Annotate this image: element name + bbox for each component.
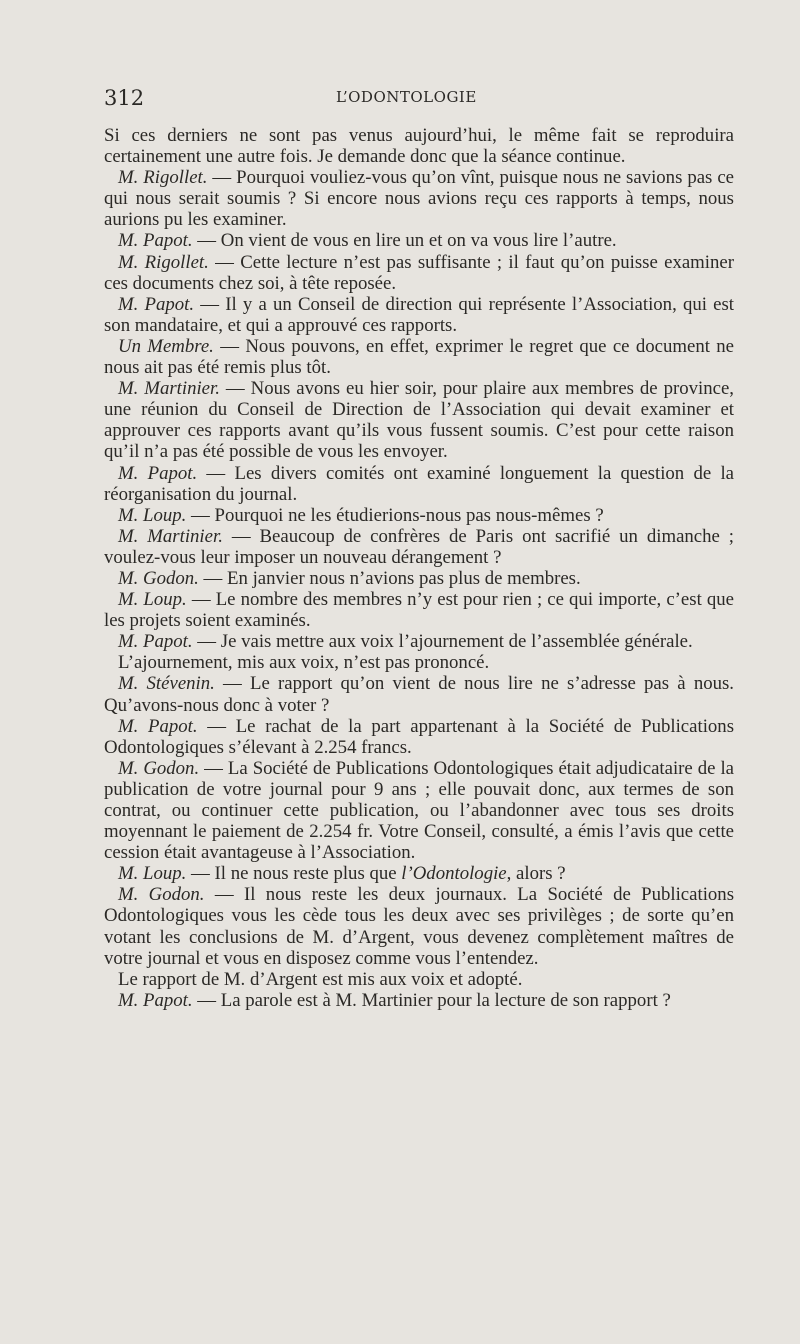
paragraph: [104, 631, 734, 652]
page: [104, 86, 734, 1011]
speaker-name: M. Stévenin.: [118, 673, 215, 695]
paragraph: [104, 167, 734, 230]
paragraph-text: — En janvier nous n’avions pas plus de membres.: [198, 567, 581, 589]
paragraph-text: — Il y a un Conseil de direction qui représente l’Association, qui est son mandataire, et qui a approuvé ces rapports.: [104, 293, 735, 336]
paragraph: [104, 884, 734, 968]
speaker-name: M. Godon.: [118, 884, 205, 906]
paragraph-text: — La parole est à M. Martinier pour la lecture de son rapport ?: [192, 989, 671, 1011]
paragraph: [104, 125, 734, 167]
speaker-name: M. Martinier.: [118, 378, 220, 400]
speaker-name: M. Papot.: [118, 293, 195, 315]
paragraph: [104, 568, 734, 589]
paragraph-text: — Il nous reste les deux journaux. La Société de Publications Odontologiques vous les cède tous les deux avec ses privilèges ; de sorte qu’en votant les conclusions de M. d’Argent, vous devenez complètement maîtres de votre journal et vous en disposez comme vous l’entendez.: [104, 884, 735, 969]
speaker-name: M. Papot.: [118, 631, 193, 653]
journal-reference: l’Odontologie: [401, 863, 507, 885]
speaker-name: M. Rigollet.: [118, 167, 208, 189]
paragraph-text: — Nous pouvons, en effet, exprimer le regret que ce document ne nous ait pas été remis plus tôt.: [104, 335, 734, 379]
speaker-name: M. Godon.: [118, 567, 199, 589]
paragraph-text: — On vient de vous en lire un et on va vous lire l’autre.: [192, 230, 617, 252]
paragraph: [104, 990, 734, 1011]
paragraph: [104, 863, 734, 884]
speaker-name: Un Membre.: [118, 335, 214, 357]
paragraph-text: — Pourquoi vouliez-vous qu’on vînt, puisque nous ne savions pas ce qui nous serait soumis ? Si encore nous avions reçu ces rapports à temps, nous aurions pu les examiner.: [104, 167, 734, 231]
speaker-name: M. Papot.: [118, 715, 198, 737]
page-number: 312: [104, 86, 145, 110]
paragraph-text: L’ajournement, mis aux voix, n’est pas prononcé.: [118, 652, 490, 674]
paragraph: [104, 378, 734, 462]
paragraph-text: — Je vais mettre aux voix l’ajournement de l’assemblée générale.: [192, 631, 693, 653]
paragraph: [104, 526, 734, 568]
speaker-name: M. Loup.: [118, 863, 187, 885]
paragraph: [104, 230, 734, 251]
paragraph-text: — Le rapport qu’on vient de nous lire ne s’adresse pas à nous. Qu’avons-nous donc à voter ?: [104, 673, 734, 716]
speaker-name: M. Papot.: [118, 989, 193, 1011]
body-text: [104, 125, 734, 1011]
paragraph: [104, 294, 734, 336]
paragraph-text: Le rapport de M. d’Argent est mis aux voix et adopté.: [118, 968, 523, 990]
speaker-name: M. Rigollet.: [118, 251, 209, 273]
paragraph-text: — Le nombre des membres n’y est pour rien ; ce qui importe, c’est que les projets soient examinés.: [104, 589, 734, 632]
speaker-name: M. Loup.: [118, 589, 187, 611]
paragraph-text: — Pourquoi ne les étudierions-nous pas nous-mêmes ?: [186, 504, 604, 526]
paragraph: [104, 673, 734, 715]
journal-title: L’ODONTOLOGIE: [336, 88, 477, 106]
paragraph: [104, 589, 734, 631]
speaker-name: M. Papot.: [118, 462, 198, 484]
paragraph: [104, 252, 734, 294]
paragraph-text: , alors ?: [506, 863, 566, 885]
paragraph: [104, 505, 734, 526]
paragraph-text: — Le rachat de la part appartenant à la Société de Publications Odontologiques s’élevant à 2.254 francs.: [104, 715, 735, 758]
speaker-name: M. Godon.: [118, 757, 200, 779]
speaker-name: M. Martinier.: [118, 525, 223, 547]
speaker-name: M. Loup.: [118, 504, 187, 526]
paragraph: [104, 969, 734, 990]
paragraph-text: — Cette lecture n’est pas suffisante ; il faut qu’on puisse examiner ces documents chez soi, à tête reposée.: [104, 251, 734, 294]
paragraph-text: — Beaucoup de confrères de Paris ont sacrifié un dimanche ; voulez-vous leur imposer un nouveau dérangement ?: [104, 525, 734, 568]
paragraph: [104, 716, 734, 758]
paragraph: [104, 652, 734, 673]
paragraph-text: — Nous avons eu hier soir, pour plaire aux membres de province, une réunion du Conseil de Direction de l’Association qui devait examiner et approuver ces rapports avant qu’ils vous fussent soumis. C’est pour cette raison qu’il n’a pas été possible de vous les envoyer.: [104, 378, 735, 463]
running-head: [104, 86, 734, 116]
paragraph-text: — Les divers comités ont examiné longuement la question de la réorganisation du journal.: [104, 462, 734, 505]
speaker-name: M. Papot.: [118, 230, 193, 252]
paragraph-text: Si ces derniers ne sont pas venus aujourd’hui, le même fait se reproduira certainement une autre fois. Je demande donc que la séance continue.: [104, 125, 734, 168]
paragraph: [104, 758, 734, 863]
paragraph-text: — Il ne nous reste plus que: [186, 863, 402, 885]
paragraph-text: — La Société de Publications Odontologiques était adjudicataire de la publication de votre journal pour 9 ans ; elle pouvait donc, aux termes de son contrat, ou continuer cette publication, ou l’abandonner avec tous ses droits moyennant le paiement de 2.254 fr. Votre Conseil, consulté, a émis l’avis que cette cession était avantageuse à l’Association.: [104, 757, 735, 864]
paragraph: [104, 336, 734, 378]
paragraph: [104, 463, 734, 505]
